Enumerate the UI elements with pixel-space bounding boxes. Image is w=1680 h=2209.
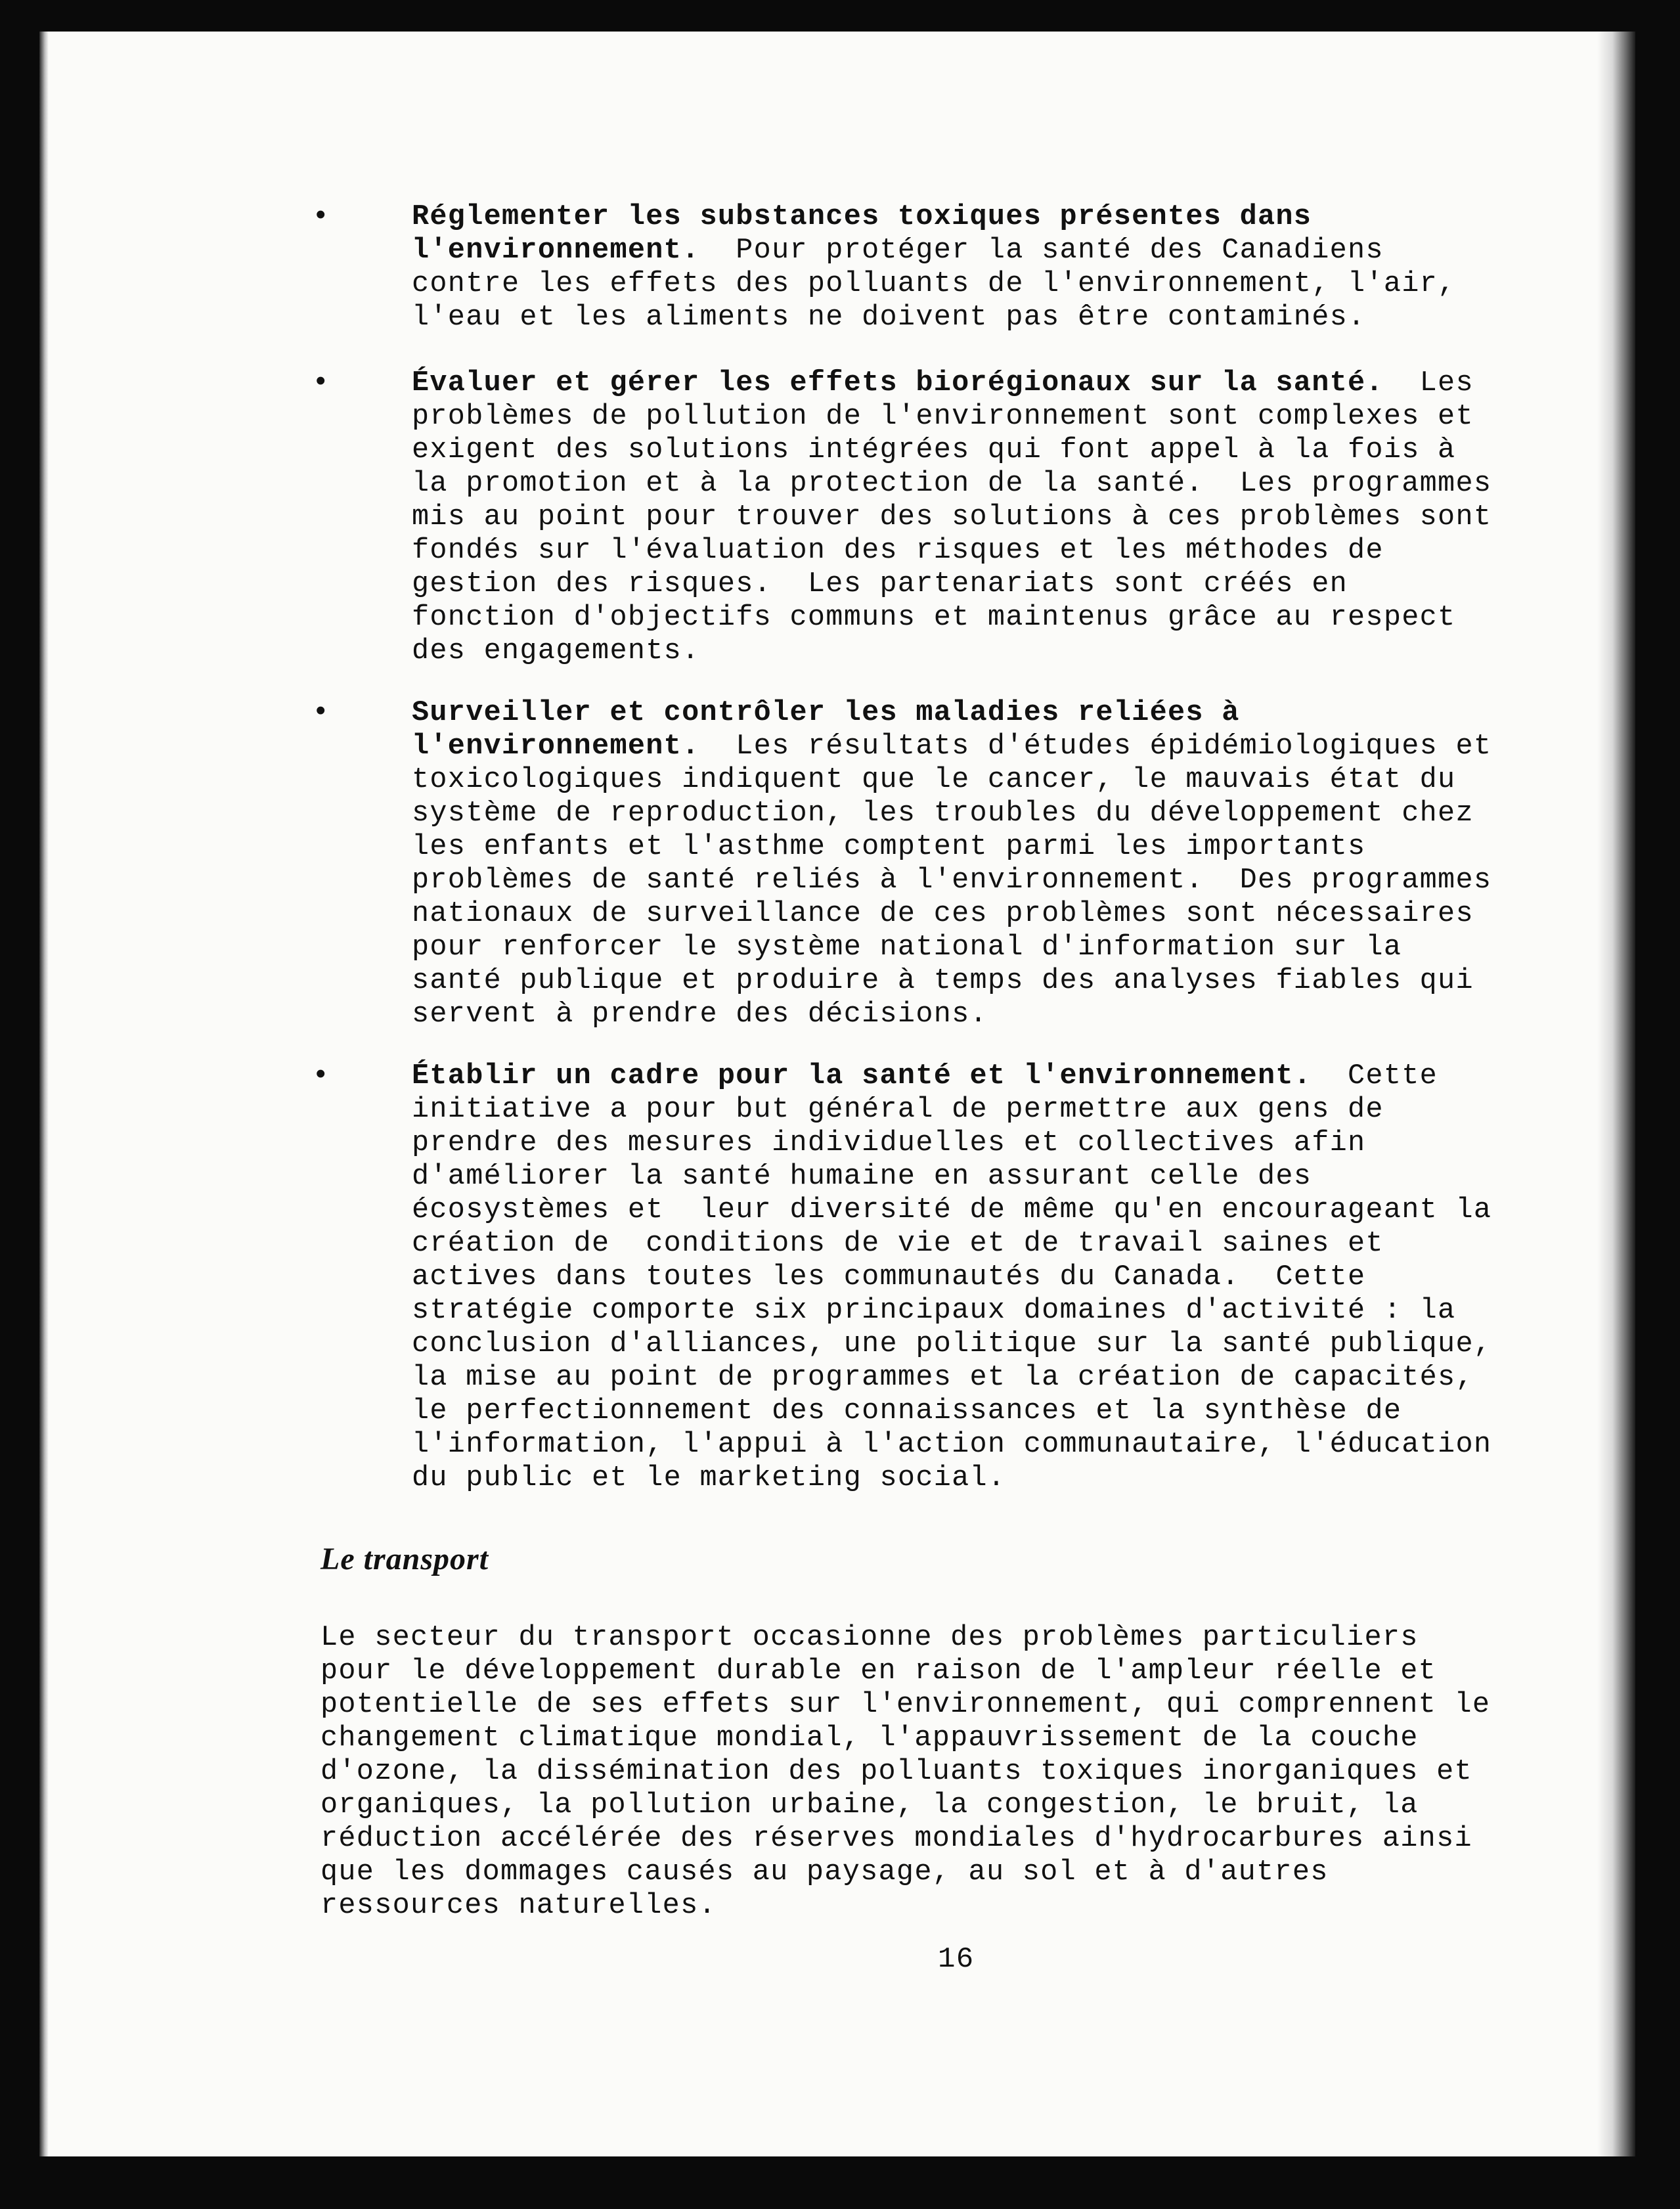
section-title: Le transport: [321, 1542, 489, 1576]
document-page: [39, 32, 1635, 2183]
bullet-lead: Établir un cadre pour la santé et l'environnement.: [412, 1060, 1312, 1092]
bullet-body: Les résultats d'études épidémiologiques et toxicologiques indiquent que le cancer, le mauvais état du système de reproduction, les troubles du développement chez les enfants et l'asthme comptent parmi les importants problèmes de santé reliés à l'environnement. Des programmes nationaux de surveillance de ces problèmes sont nécessaires pour renforcer le système national d'information sur la santé publique et produire à temps des analyses fiables qui servent à prendre des décisions.: [412, 730, 1492, 1031]
bullet-marker: •: [312, 696, 330, 729]
page-number: 16: [938, 1943, 975, 1976]
bullet-body: Cette initiative a pour but général de permettre aux gens de prendre des mesures individuelles et collectives afin d'améliorer la santé humaine en assurant celle des écosystèmes et leur diversité de même qu'en encourageant la création de conditions de vie et de travail saines et actives dans toutes les communautés du Canada. Cette stratégie comporte six principaux domaines d'activité : la conclusion d'alliances, une politique sur la santé publique, la mise au point de programmes et la création de capacités, le perfectionnement des connaissances et la synthèse de l'information, l'appui à l'action communautaire, l'éducation du public et le marketing social.: [412, 1060, 1492, 1494]
bullet-marker: •: [312, 367, 330, 399]
bullet-text: [412, 1060, 1635, 1495]
bullet-body: Pour protéger la santé des Canadiens contre les effets des polluants de l'environnement, l'air, l'eau et les aliments ne doivent pas être contaminés.: [412, 234, 1456, 334]
bullet-marker: •: [312, 1060, 330, 1092]
bullet-text: [412, 200, 1635, 334]
bullet-lead: Surveiller et contrôler les maladies reliées à l'environnement.: [412, 697, 1240, 763]
scan-bottom-edge: [39, 2156, 1635, 2183]
bullet-text: [412, 367, 1635, 668]
bullet-body: Les problèmes de pollution de l'environnement sont complexes et exigent des solutions intégrées qui font appel à la fois à la promotion et à la protection de la santé. Les programmes mis au point pour trouver des solutions à ces problèmes sont fondés sur l'évaluation des risques et les méthodes de gestion des risques. Les partenariats sont créés en fonction d'objectifs communs et maintenus grâce au respect des engagements.: [412, 367, 1492, 667]
bullet-marker: •: [312, 200, 330, 233]
section-paragraph: Le secteur du transport occasionne des problèmes particuliers pour le développement durable en raison de l'ampleur réelle et potentielle de ses effets sur l'environnement, qui comprennent le changement climatique mondial, l'appauvrissement de la couche d'ozone, la dissémination des polluants toxiques inorganiques et organiques, la pollution urbaine, la congestion, le bruit, la réduction accélérée des réserves mondiales d'hydrocarbures ainsi que les dommages causés au paysage, au sol et à d'autres ressources naturelles.: [321, 1622, 1491, 1922]
bullet-text: [412, 696, 1635, 1031]
bullet-lead: Évaluer et gérer les effets biorégionaux sur la santé.: [412, 367, 1384, 399]
scan-left-edge: [39, 32, 49, 2183]
bullet-lead: Réglementer les substances toxiques présentes dans l'environnement.: [412, 201, 1312, 267]
